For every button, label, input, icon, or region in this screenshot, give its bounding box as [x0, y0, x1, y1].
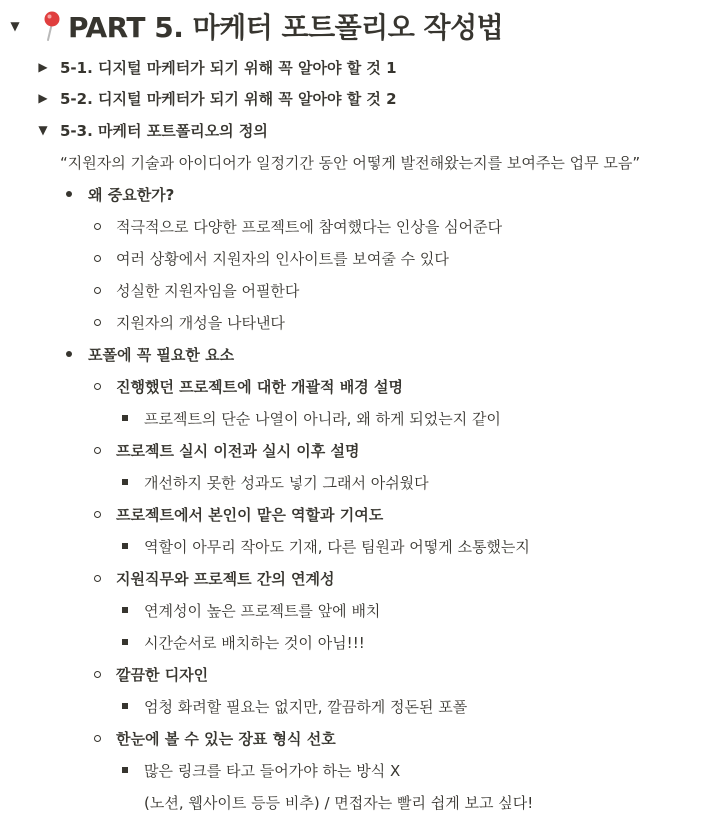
- bullet-square: [122, 703, 128, 709]
- toggle-collapsed-icon[interactable]: ▶: [38, 91, 48, 105]
- bullet-circle: [94, 575, 101, 582]
- group-label: 한눈에 볼 수 있는 장표 형식 선호: [116, 729, 336, 748]
- group-heading: [94, 503, 383, 525]
- bullet-square: [122, 543, 128, 549]
- list-item-text: 여러 상황에서 지원자의 인사이트를 보여줄 수 있다: [116, 249, 449, 268]
- list-item-text: 역할이 아무리 작아도 기재, 다른 팀원과 어떻게 소통했는지: [144, 537, 530, 556]
- page-heading: [8, 6, 503, 46]
- bullet-circle: [94, 223, 101, 230]
- toggle-collapsed-icon[interactable]: ▶: [38, 60, 48, 74]
- page-title: PART 5. 마케터 포트폴리오 작성법: [68, 11, 504, 44]
- list-item-text: 엄청 화려할 필요는 없지만, 깔끔하게 정돈된 포폴: [144, 697, 468, 716]
- section-why-important: [66, 183, 174, 205]
- group-heading: [94, 663, 208, 685]
- toggle-item-5-3[interactable]: [36, 119, 268, 141]
- list-item-text: 많은 링크를 타고 들어가야 하는 방식 X: [144, 761, 401, 780]
- bullet-circle: [94, 447, 101, 454]
- section-required-elements: [66, 343, 234, 365]
- group-heading: [94, 439, 359, 461]
- bullet-circle: [94, 735, 101, 742]
- toggle-label: 5-3. 마케터 포트폴리오의 정의: [60, 121, 268, 140]
- list-item: [122, 695, 467, 717]
- list-item: [122, 535, 530, 557]
- list-item-text: 적극적으로 다양한 프로젝트에 참여했다는 인상을 심어준다: [116, 217, 503, 236]
- continuation-text: (노션, 웹사이트 등등 비추) / 면접자는 빨리 쉽게 보고 싶다!: [144, 793, 534, 812]
- group-label: 깔끔한 디자인: [116, 665, 209, 684]
- group-heading: [94, 375, 403, 397]
- list-item-text: 연계성이 높은 프로젝트를 앞에 배치: [144, 601, 381, 620]
- bullet-square: [122, 607, 128, 613]
- list-item-text: 개선하지 못한 성과도 넣기 그래서 아쉬웠다: [144, 473, 429, 492]
- bullet-square: [122, 639, 128, 645]
- list-item: [94, 311, 285, 333]
- bullet-circle: [94, 319, 101, 326]
- toggle-item-5-2[interactable]: [36, 87, 397, 109]
- list-item-text: 지원자의 개성을 나타낸다: [116, 313, 285, 332]
- bullet-square: [122, 479, 128, 485]
- group-label: 프로젝트에서 본인이 맡은 역할과 기여도: [116, 505, 384, 524]
- bullet-circle: [94, 287, 101, 294]
- list-item: [122, 599, 380, 621]
- toggle-label: 5-2. 디지털 마케터가 되기 위해 꼭 알아야 할 것 2: [60, 89, 397, 108]
- list-item: [94, 247, 449, 269]
- list-item: [122, 631, 365, 653]
- toggle-label: 5-1. 디지털 마케터가 되기 위해 꼭 알아야 할 것 1: [60, 58, 397, 77]
- group-heading: [94, 567, 335, 589]
- list-item: [94, 279, 299, 301]
- heading-toggle-icon[interactable]: ▼: [10, 19, 20, 33]
- bullet-disc: [66, 351, 72, 357]
- pin-icon: [40, 10, 64, 42]
- list-item: [122, 471, 429, 493]
- group-heading: [94, 727, 336, 749]
- group-label: 프로젝트 실시 이전과 실시 이후 설명: [116, 441, 360, 460]
- list-item: [94, 215, 502, 237]
- bullet-circle: [94, 255, 101, 262]
- bullet-circle: [94, 511, 101, 518]
- list-item-continuation: [144, 791, 533, 813]
- toggle-expanded-icon[interactable]: ▼: [38, 123, 48, 137]
- list-item-text: 프로젝트의 단순 나열이 아니라, 왜 하게 되었는지 같이: [144, 409, 501, 428]
- list-item-text: 시간순서로 배치하는 것이 아님!!!: [144, 633, 365, 652]
- bullet-circle: [94, 671, 101, 678]
- bullet-disc: [66, 191, 72, 197]
- bullet-square: [122, 415, 128, 421]
- section-label: 포폴에 꼭 필요한 요소: [88, 345, 235, 364]
- toggle-item-5-1[interactable]: [36, 56, 397, 78]
- group-label: 지원직무와 프로젝트 간의 연계성: [116, 569, 335, 588]
- bullet-square: [122, 767, 128, 773]
- group-label: 진행했던 프로젝트에 대한 개괄적 배경 설명: [116, 377, 403, 396]
- quote-text: “지원자의 기술과 아이디어가 일정기간 동안 어떻게 발전해왔는지를 보여주는 업무 모음”: [60, 153, 641, 172]
- definition-quote: [60, 151, 640, 173]
- section-label: 왜 중요한가?: [88, 185, 175, 204]
- bullet-circle: [94, 383, 101, 390]
- list-item: [122, 407, 501, 429]
- list-item: [122, 759, 400, 781]
- list-item-text: 성실한 지원자임을 어필한다: [116, 281, 300, 300]
